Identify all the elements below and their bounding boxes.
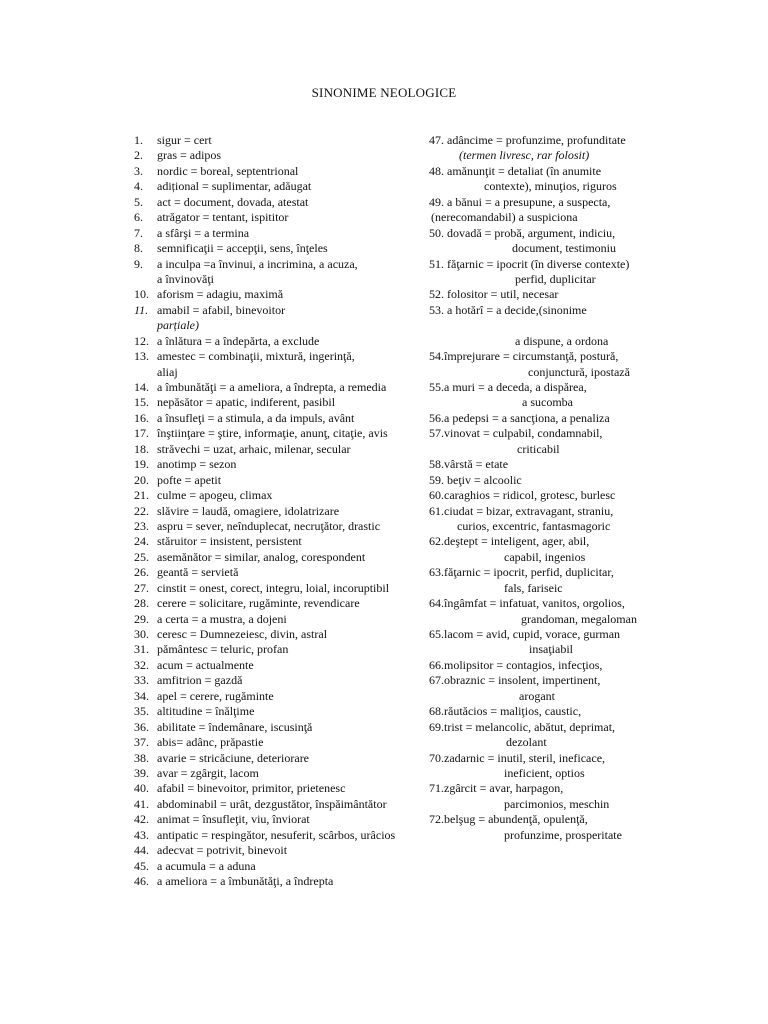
list-item [429, 133, 654, 148]
item-text: străvechi = uzat, arhaic, milenar, secular [157, 441, 351, 456]
list-item [134, 365, 434, 380]
list-item [429, 488, 654, 503]
list-item [429, 195, 654, 210]
list-item [429, 334, 654, 349]
list-item [429, 226, 654, 241]
item-number: 3. [134, 163, 143, 178]
page-title: SINONIME NEOLOGICE [311, 85, 457, 100]
item-text: avar = zgârgit, lacom [157, 765, 259, 780]
item-text: 52. folositor = util, necesar [429, 287, 559, 302]
list-item [134, 673, 434, 688]
item-text: altitudine = înălţime [157, 704, 255, 719]
item-text: asemănător = similar, analog, corespondent [157, 549, 366, 564]
item-text: 63.făţarnic = ipocrit, perfid, duplicitar, [429, 565, 614, 580]
item-text: 50. dovadă = probă, argument, indiciu, [429, 225, 616, 240]
list-item [134, 473, 434, 488]
list-item [134, 596, 434, 611]
list-item [429, 781, 654, 796]
item-text: 49. a bănui = a presupune, a suspecta, [429, 194, 611, 209]
list-item [429, 704, 654, 719]
item-number: 38. [134, 750, 149, 765]
item-text: capabil, ingenios [504, 549, 586, 564]
list-item [429, 426, 654, 441]
list-item [429, 828, 654, 843]
item-text: cerere = solicitare, rugăminte, revendicare [157, 596, 360, 611]
item-text: amestec = combinaţii, mixtură, ingerinţă, [157, 349, 355, 364]
item-number: 19. [134, 457, 149, 472]
item-number: 2. [134, 148, 143, 163]
item-text: 61.ciudat = bizar, extravagant, straniu, [429, 503, 614, 518]
list-item [134, 735, 434, 750]
item-text: 68.răutăcios = maliţios, caustic, [429, 704, 582, 719]
list-item [134, 689, 434, 704]
item-number: 33. [134, 673, 149, 688]
list-item [134, 504, 434, 519]
item-text: adițional = suplimentar, adăugat [157, 179, 312, 194]
list-item [134, 442, 434, 457]
list-item [429, 395, 654, 410]
list-item [134, 457, 434, 472]
item-text: amabil = afabil, binevoitor [157, 302, 286, 317]
item-number: 36. [134, 719, 149, 734]
item-text: 64.îngâmfat = infatuat, vanitos, orgolios, [429, 596, 625, 611]
item-number: 27. [134, 580, 149, 595]
item-text: a îmbunătăţi = a ameliora, a îndrepta, a remedia [157, 380, 387, 394]
list-item [134, 241, 434, 256]
item-text: 55.a muri = a deceda, a dispărea, [429, 380, 587, 394]
list-item [429, 272, 654, 287]
list-item [429, 658, 654, 673]
item-number: 31. [134, 642, 149, 657]
list-item [134, 133, 434, 148]
list-item [134, 272, 434, 287]
list-item [134, 349, 434, 364]
item-number: 1. [134, 133, 143, 147]
list-item [134, 519, 434, 534]
list-item [134, 195, 434, 210]
list-item [429, 673, 654, 688]
item-text: a ameliora = a îmbunătăţi, a îndrepta [157, 874, 334, 888]
list-item [134, 720, 434, 735]
item-text: a dispune, a ordona [515, 333, 609, 348]
item-number: 25. [134, 549, 149, 564]
item-number: 40. [134, 781, 149, 796]
item-text: curios, excentric, fantasmagoric [457, 518, 611, 533]
list-item [134, 164, 434, 179]
item-text: nordic = boreal, septentrional [157, 163, 299, 178]
list-item [134, 148, 434, 163]
item-text: dezolant [506, 735, 547, 750]
list-item [429, 442, 654, 457]
item-text: 54.împrejurare = circumstanţă, postură, [429, 349, 619, 364]
list-item [429, 179, 654, 194]
list-item [134, 411, 434, 426]
item-text: abdominabil = urât, dezgustător, înspăimântător [157, 796, 387, 811]
item-text: 47. adâncime = profunzime, profunditate [429, 133, 626, 147]
list-item [429, 534, 654, 549]
item-text: atrăgator = tentant, ispititor [157, 210, 289, 225]
item-text: a acumula = a aduna [157, 858, 256, 873]
item-text: 57.vinovat = culpabil, condamnabil, [429, 426, 603, 441]
item-text: document, testimoniu [512, 241, 616, 256]
list-item [134, 257, 434, 272]
item-text: aspru = sever, neînduplecat, necruţător, drastic [157, 518, 381, 533]
item-number: 12. [134, 333, 149, 348]
list-item [134, 642, 434, 657]
list-item [134, 550, 434, 565]
list-item [134, 318, 434, 333]
list-item [134, 658, 434, 673]
item-text: antipatic = respingător, nesuferit, scârbos, urâcios [157, 827, 396, 842]
list-item [429, 318, 654, 333]
synonym-list-left [134, 133, 434, 889]
list-item [134, 812, 434, 827]
item-number: 13. [134, 349, 149, 364]
item-text: ineficient, optios [504, 765, 585, 780]
list-item [429, 550, 654, 565]
list-item [134, 612, 434, 627]
list-item [429, 519, 654, 534]
list-item [134, 859, 434, 874]
list-item [134, 766, 434, 781]
item-text: gras = adipos [157, 148, 222, 163]
item-text: 60.caraghios = ridicol, grotesc, burlesc [429, 488, 616, 503]
item-text: a inculpa =a învinui, a incrimina, a acuza, [157, 256, 358, 271]
item-number: 32. [134, 657, 149, 672]
item-text: semnificaţii = accepţii, sens, înţeles [157, 241, 328, 256]
list-item [134, 781, 434, 796]
item-text: (termen livresc, rar folosit) [459, 148, 590, 163]
item-text: a înlătura = a îndepărta, a exclude [157, 333, 320, 348]
item-text: a sfârşi = a termina [157, 225, 250, 240]
list-item [429, 241, 654, 256]
list-item [429, 210, 654, 225]
list-item [429, 303, 654, 318]
list-item [134, 828, 434, 843]
item-number: 46. [134, 874, 149, 888]
item-text: insaţiabil [529, 642, 573, 657]
list-item [429, 812, 654, 827]
list-item [429, 612, 654, 627]
list-item [429, 457, 654, 472]
list-item [429, 735, 654, 750]
list-item [429, 380, 654, 395]
item-number: 37. [134, 735, 149, 750]
list-item [134, 179, 434, 194]
list-item [429, 504, 654, 519]
list-item [429, 581, 654, 596]
item-text: amfitrion = gazdă [157, 673, 243, 688]
item-text: ceresc = Dumnezeiesc, divin, astral [157, 627, 328, 641]
list-item [134, 210, 434, 225]
list-item [134, 751, 434, 766]
item-text: 66.molipsitor = contagios, infecţios, [429, 657, 603, 672]
list-item [429, 766, 654, 781]
list-item [134, 797, 434, 812]
item-text: anotimp = sezon [157, 457, 237, 472]
item-number: 11. [134, 302, 149, 317]
item-text: nepăsător = apatic, indiferent, pasibil [157, 395, 336, 410]
item-text: fals, fariseic [504, 580, 563, 595]
list-item [134, 426, 434, 441]
item-text: arogant [519, 688, 555, 703]
item-text: 72.belşug = abundenţă, opulenţă, [429, 812, 588, 827]
list-item [429, 148, 654, 163]
item-text: act = document, dovada, atestat [157, 194, 309, 209]
item-number: 24. [134, 534, 149, 549]
item-text: grandoman, megaloman [521, 611, 637, 626]
list-item [429, 164, 654, 179]
list-item [134, 627, 434, 642]
list-item [134, 565, 434, 580]
item-text: cinstit = onest, corect, integru, loial, incoruptibil [157, 580, 390, 595]
item-number: 26. [134, 565, 149, 580]
item-number: 39. [134, 765, 149, 780]
item-text: a sucomba [522, 395, 573, 410]
list-item [134, 488, 434, 503]
item-text: pofte = apetit [157, 472, 222, 487]
list-item [429, 565, 654, 580]
list-item [134, 581, 434, 596]
item-text: 59. beţiv = alcoolic [429, 472, 522, 487]
item-text: sigur = cert [157, 133, 212, 147]
list-item [429, 287, 654, 302]
item-number: 45. [134, 858, 149, 873]
item-number: 42. [134, 812, 149, 827]
item-text: (nerecomandabil) a suspiciona [431, 210, 578, 225]
list-item [429, 411, 654, 426]
item-number: 14. [134, 380, 149, 394]
item-text: avarie = stricăciune, deteriorare [157, 750, 310, 765]
list-item [134, 395, 434, 410]
item-number: 8. [134, 241, 143, 256]
item-text: 56.a pedepsi = a sancţiona, a penaliza [429, 410, 610, 425]
item-text: pământesc = teluric, profan [157, 642, 289, 657]
item-number: 15. [134, 395, 149, 410]
item-text: profunzime, prosperitate [504, 827, 622, 842]
item-text: adecvat = potrivit, binevoit [157, 843, 288, 858]
item-text: apel = cerere, rugăminte [157, 688, 274, 703]
list-item [134, 704, 434, 719]
item-text: a însufleţi = a stimula, a da impuls, avânt [157, 410, 355, 425]
list-item [134, 380, 434, 395]
item-number: 7. [134, 225, 143, 240]
item-number: 23. [134, 518, 149, 533]
item-number: 22. [134, 503, 149, 518]
item-text: parcimonios, meschin [504, 796, 610, 811]
item-text: 51. făţarnic = ipocrit (în diverse contexte) [429, 256, 630, 271]
synonym-list-right [429, 133, 654, 843]
list-item [134, 534, 434, 549]
item-text: slăvire = laudă, omagiere, idolatrizare [157, 503, 340, 518]
list-item [429, 627, 654, 642]
item-number: 21. [134, 488, 149, 503]
list-item [429, 596, 654, 611]
list-item [429, 642, 654, 657]
list-item [429, 751, 654, 766]
item-text: 62.deştept = inteligent, ager, abil, [429, 534, 590, 549]
item-number: 35. [134, 704, 149, 719]
item-text: 58.vârstă = etate [429, 457, 509, 472]
item-text: animat = însufleţit, viu, înviorat [157, 812, 310, 827]
list-item [134, 226, 434, 241]
list-item [134, 303, 434, 318]
item-number: 9. [134, 256, 143, 271]
item-number: 43. [134, 827, 149, 842]
list-item [429, 349, 654, 364]
item-number: 16. [134, 410, 149, 425]
item-text: 70.zadarnic = inutil, steril, ineficace, [429, 750, 606, 765]
list-item [429, 797, 654, 812]
item-text: aforism = adagiu, maximă [157, 287, 284, 302]
list-item [134, 874, 434, 889]
item-text: 69.trist = melancolic, abătut, deprimat, [429, 719, 616, 734]
item-number: 41. [134, 796, 149, 811]
item-text: geantă = servietă [157, 565, 239, 580]
list-item [429, 473, 654, 488]
list-item [134, 334, 434, 349]
item-number: 30. [134, 627, 149, 641]
item-text: criticabil [517, 441, 560, 456]
item-text: a certa = a mustra, a dojeni [157, 611, 287, 626]
item-number: 4. [134, 179, 143, 194]
item-number: 10. [134, 287, 149, 302]
item-text: 48. amănunţit = detaliat (în anumite [429, 163, 602, 178]
item-text: acum = actualmente [157, 657, 254, 672]
item-text: 67.obraznic = insolent, impertinent, [429, 673, 601, 688]
item-number: 17. [134, 426, 149, 441]
item-text: culme = apogeu, climax [157, 488, 273, 503]
item-number: 20. [134, 472, 149, 487]
item-text: stăruitor = insistent, persistent [157, 534, 302, 549]
item-text: aliaj [157, 364, 178, 379]
item-number: 28. [134, 596, 149, 611]
list-item [429, 689, 654, 704]
item-text: înştiinţare = ştire, informaţie, anunţ, citaţie, avis [157, 426, 388, 441]
item-text: afabil = binevoitor, primitor, prietenesc [157, 781, 346, 796]
item-number: 18. [134, 441, 149, 456]
item-text: conjunctură, ipostază [528, 364, 630, 379]
item-number: 5. [134, 194, 143, 209]
item-number: 29. [134, 611, 149, 626]
item-text: abis= adânc, prăpastie [157, 735, 264, 750]
item-text: perfid, duplicitar [515, 271, 596, 286]
list-item [429, 365, 654, 380]
item-text: 53. a hotărî = a decide,(sinonime [429, 302, 587, 317]
item-number: 6. [134, 210, 143, 225]
item-text: contexte), minuţios, riguros [484, 179, 617, 194]
list-item [429, 720, 654, 735]
item-number: 34. [134, 688, 149, 703]
list-item [134, 287, 434, 302]
item-text: 65.lacom = avid, cupid, vorace, gurman [429, 627, 621, 641]
item-text: abilitate = îndemânare, iscusinţă [157, 719, 313, 734]
item-number: 44. [134, 843, 149, 858]
item-text: a învinovăţi [157, 271, 214, 286]
list-item [429, 257, 654, 272]
item-text: 71.zgârcit = avar, harpagon, [429, 781, 564, 796]
item-text: parțiale) [157, 318, 199, 333]
list-item [134, 843, 434, 858]
